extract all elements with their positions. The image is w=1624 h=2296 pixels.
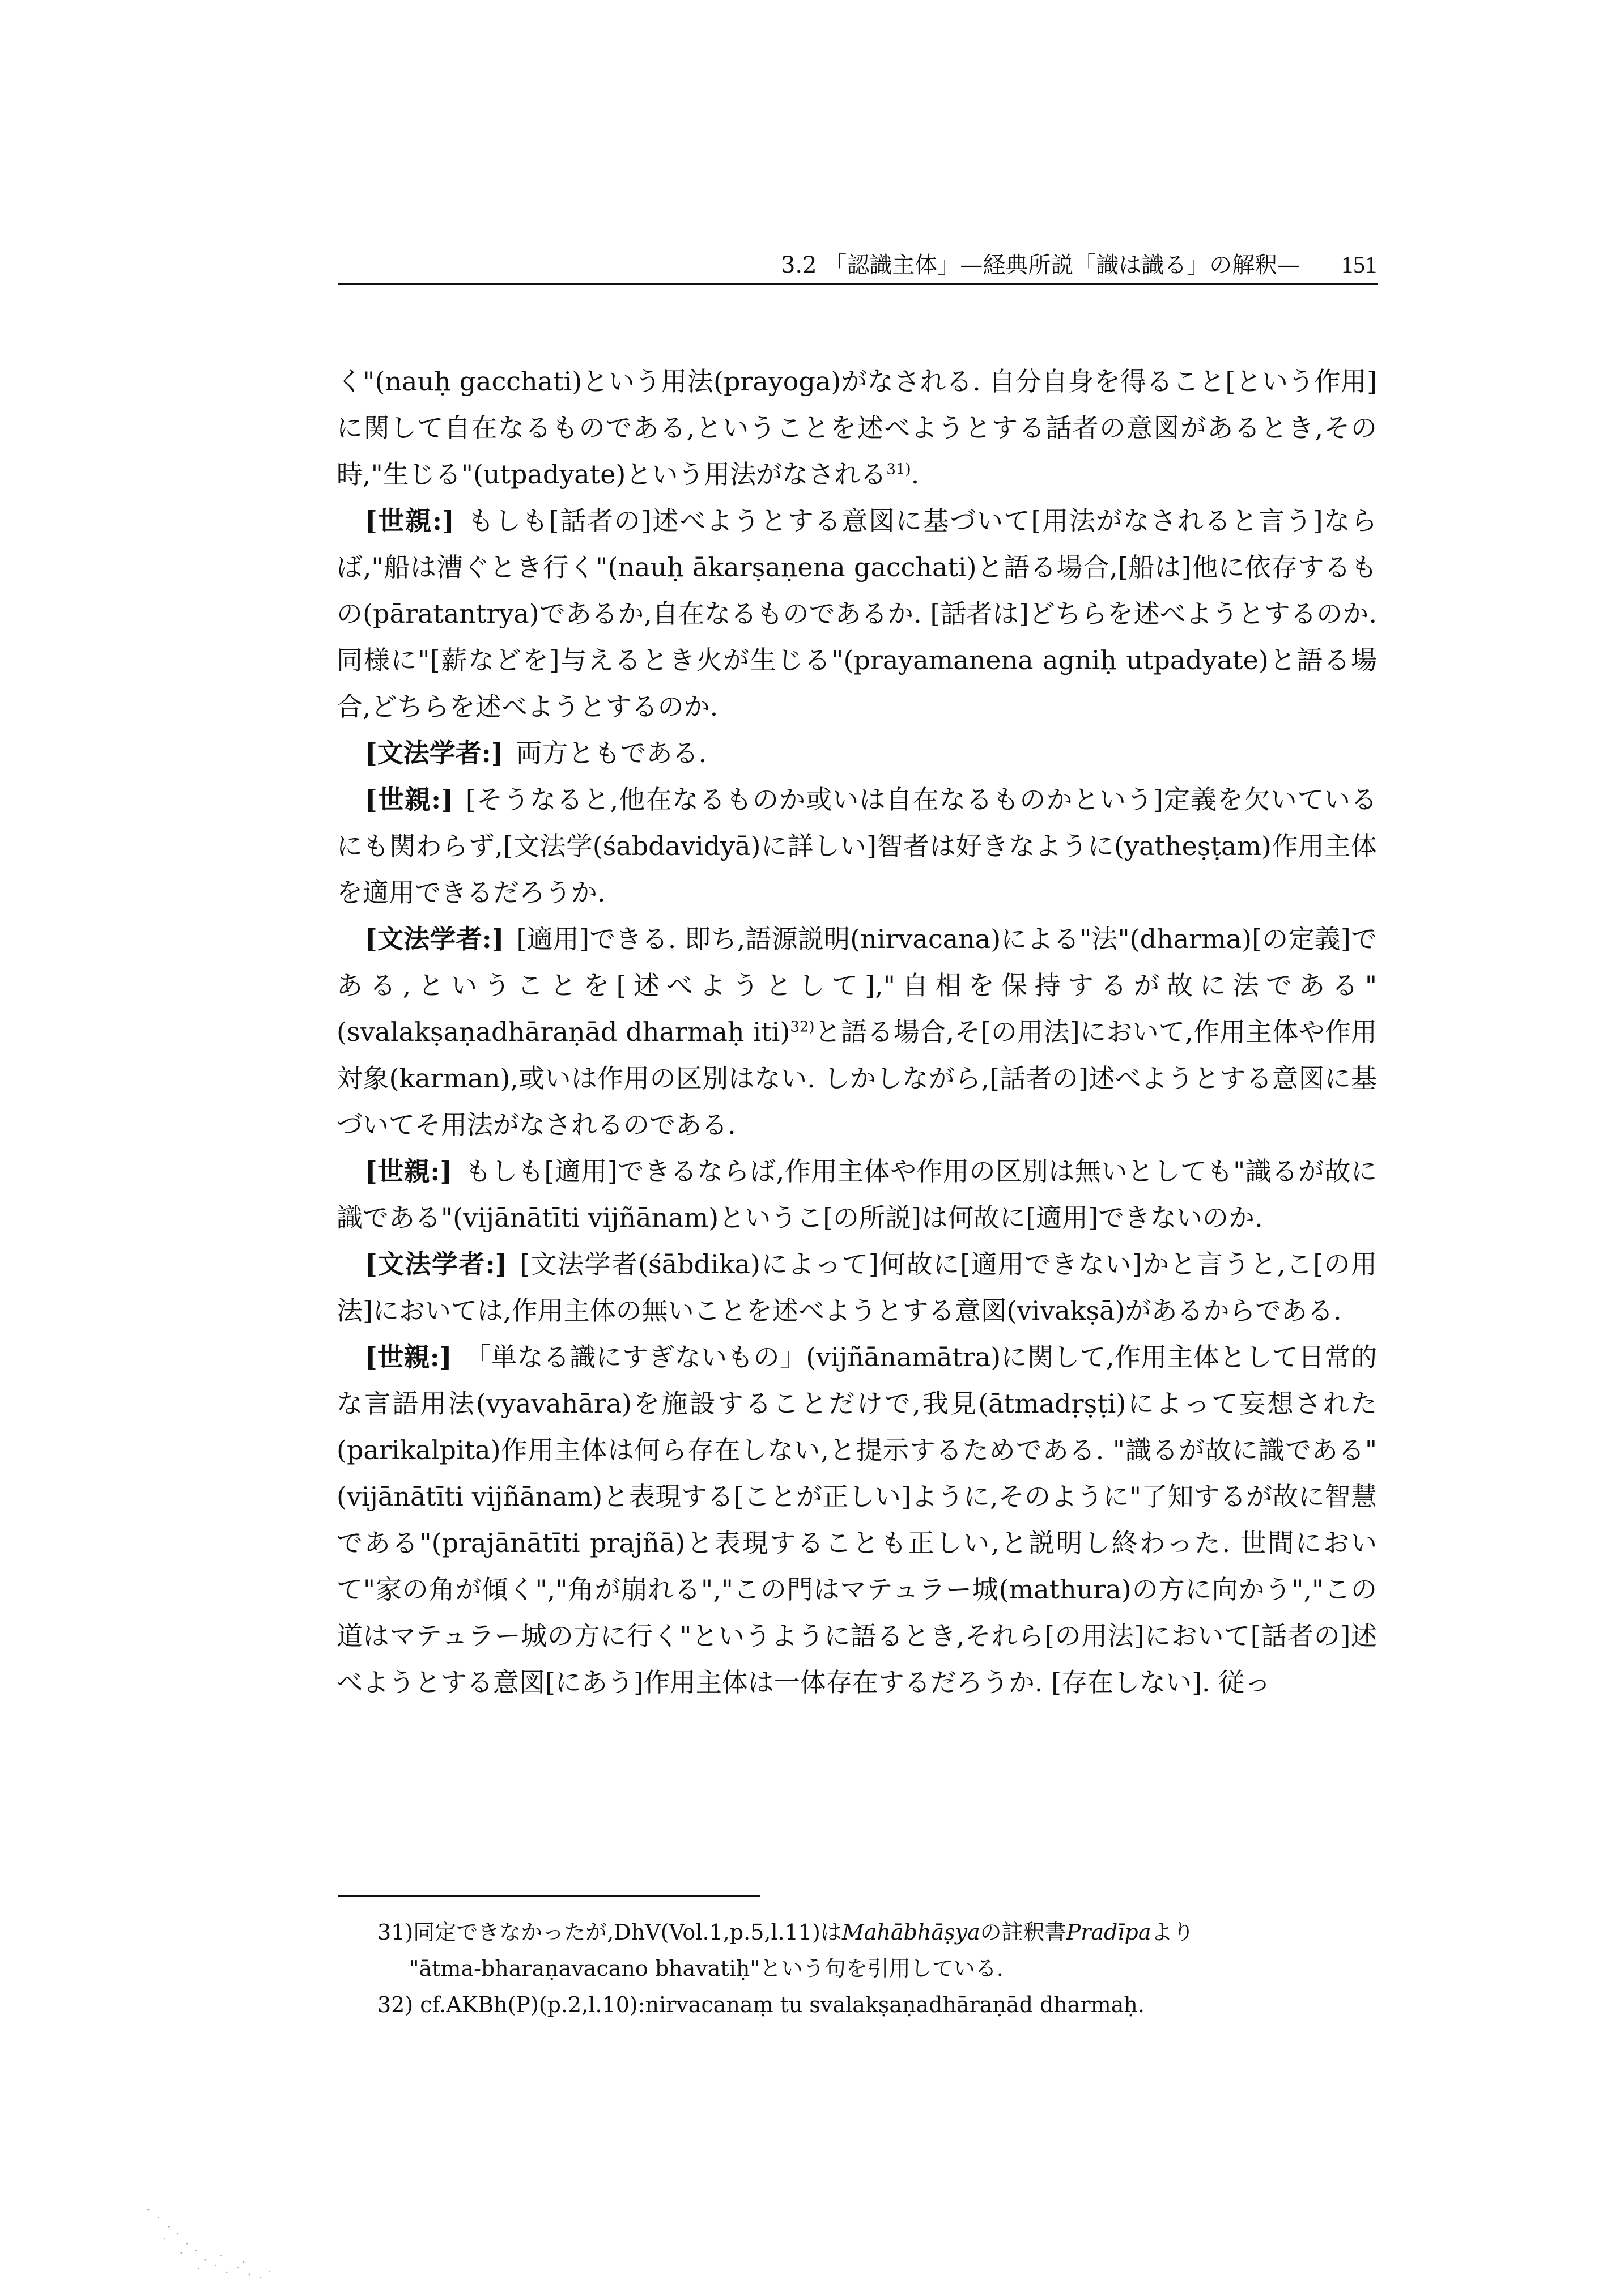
footnote-mark: 32) bbox=[377, 1992, 414, 2017]
speaker-label: [文法学者:] bbox=[365, 1249, 508, 1279]
footnote-32 bbox=[377, 1987, 1377, 2023]
footnote-text: の註釈書 bbox=[980, 1920, 1066, 1945]
paragraph-text: 両方ともである. bbox=[516, 738, 707, 768]
running-head-title: 3.2 「認識主体」—経典所説「識は識る」の解釈— bbox=[780, 252, 1300, 278]
paragraph-text-tail: . bbox=[911, 459, 920, 490]
paragraph-text: く"(nauḥ gacchati)という用法(prayoga)がなされる. 自分自身を得ること[という作用]に関して自在なるものである,ということを述べようとする話者の意図があるとき,その時,"生じる"(utpadyate)という用法がなされる bbox=[337, 366, 1377, 490]
paragraph-vasubandhu bbox=[337, 1334, 1377, 1706]
paragraph-text: [そうなると,他在なるものか或いは自在なるものかという]定義を欠いているにも関わらず,[文法学(śabdavidyā)に詳しい]智者は好きなように(yatheṣṭam)作用主体を適用できるだろうか. bbox=[337, 784, 1377, 908]
speaker-label: [世親:] bbox=[365, 505, 454, 536]
footnote-work-title: Pradīpa bbox=[1066, 1920, 1151, 1945]
footnote-mark: 31) bbox=[377, 1920, 414, 1945]
footnote-work-title: Mahābhāṣya bbox=[841, 1920, 980, 1945]
paragraph-vasubandhu bbox=[337, 498, 1377, 730]
paragraph-text-tail: と語る場合,そ[の用法]において,作用主体や作用対象(karman),或いは作用の区別はない. しかしながら,[話者の]述べようとする意図に基づいてそ用法がなされるのである. bbox=[337, 1017, 1377, 1140]
footnote-text: より bbox=[1151, 1920, 1194, 1945]
footnote-text: cf.AKBh(P)(p.2,l.10):nirvacanaṃ tu svalakṣaṇadhāraṇād dharmaḥ. bbox=[420, 1992, 1145, 2017]
paragraph-grammarian bbox=[337, 730, 1377, 776]
paragraph-vasubandhu bbox=[337, 1148, 1377, 1241]
paragraph-vasubandhu bbox=[337, 776, 1377, 916]
speaker-label: [世親:] bbox=[365, 784, 453, 815]
footnotes bbox=[377, 1914, 1377, 2023]
footnote-text: "ātma-bharaṇavacano bhavatiḥ"という句を引用している. bbox=[409, 1956, 1004, 1981]
paragraph-continuation bbox=[337, 358, 1377, 498]
page-number: 151 bbox=[1341, 252, 1377, 278]
paragraph-text: もしも[適用]できるならば,作用主体や作用の区別は無いとしても"識るが故に識である"(vijānātīti vijñānam)というこ[の所説]は何故に[適用]できないのか. bbox=[337, 1156, 1377, 1233]
paragraph-text: 「単なる識にすぎないもの」(vijñānamātra)に関して,作用主体として日常的な言語用法(vyavahāra)を施設することだけで,我見(ātmadṛṣṭi)によって妄想された(parikalpita)作用主体は何ら存在しない,と提示するためである. "識るが故に識である"(vijānātīti vijñānam)と表現する[ことが正しい]ように,そのように"了知するが故に智慧である"(prajānātīti prajñā)と表現することも正しい,と説明し終わった. 世間において"家の角が傾く","角が崩れる","この門はマテュラー城(mathura)の方に向かう","この道はマテュラー城の方に行く"というように語るとき,それら[の用法]において[話者の]述べようとする意図[にあう]作用主体は一体存在するだろうか. [存在しない]. 従っ bbox=[337, 1342, 1377, 1698]
scan-noise-specks bbox=[142, 2199, 289, 2284]
footnote-text: 同定できなかったが,DhV(Vol.1,p.5,l.11)は bbox=[413, 1920, 842, 1945]
footnote-31 bbox=[377, 1914, 1377, 1950]
body-text bbox=[337, 358, 1377, 1706]
header-rule bbox=[338, 283, 1378, 285]
footnote-ref-31[interactable]: 31) bbox=[886, 461, 911, 478]
paragraph-grammarian bbox=[337, 1241, 1377, 1334]
speaker-label: [世親:] bbox=[365, 1342, 452, 1372]
footnote-rule bbox=[338, 1895, 760, 1897]
speaker-label: [文法学者:] bbox=[365, 738, 504, 768]
paragraph-text: [適用]できる. 即ち,語源説明(nirvacana)による"法"(dharma)[の定義]である,ということを[述べようとして],"自相を保持するが故に法である"(svalakṣaṇadhāraṇād dharmaḥ iti) bbox=[337, 924, 1377, 1047]
running-head bbox=[340, 248, 1377, 282]
speaker-label: [文法学者:] bbox=[365, 924, 504, 954]
speaker-label: [世親:] bbox=[365, 1156, 453, 1187]
paragraph-text: [文法学者(śābdika)によって]何故に[適用できない]かと言うと,こ[の用法]においては,作用主体の無いことを述べようとする意図(vivakṣā)があるからである. bbox=[337, 1249, 1377, 1326]
footnote-ref-32[interactable]: 32) bbox=[790, 1018, 815, 1036]
footnote-31-continuation bbox=[377, 1950, 1377, 1987]
paragraph-text: もしも[話者の]述べようとする意図に基づいて[用法がなされると言う]ならば,"船は漕ぐとき行く"(nauḥ ākarṣaṇena gacchati)と語る場合,[船は]他に依存するもの(pāratantrya)であるか,自在なるものであるか. [話者は]どちらを述べようとするのか. 同様に"[薪などを]与えるとき火が生じる"(prayamanena agniḥ utpadyate)と語る場合,どちらを述べようとするのか. bbox=[337, 505, 1377, 722]
paragraph-grammarian bbox=[337, 916, 1377, 1148]
